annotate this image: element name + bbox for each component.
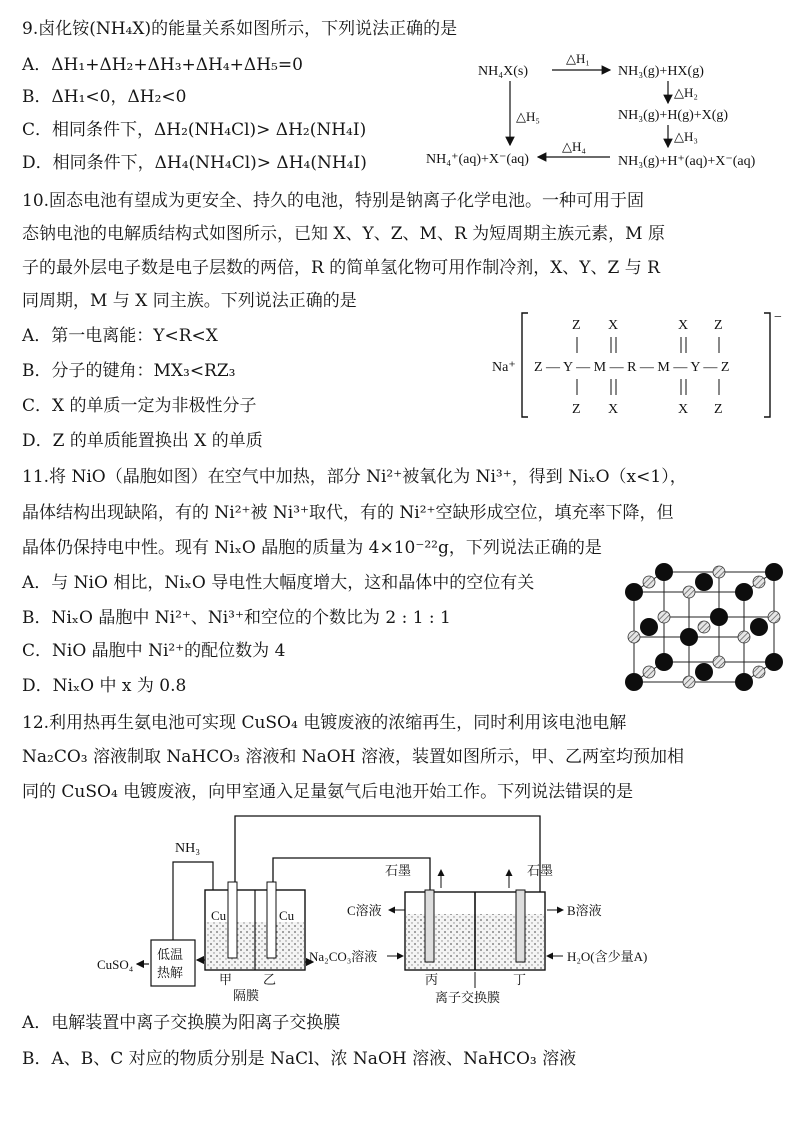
q12-option-a: A．电解装置中离子交换膜为阳离子交换膜 [22,1013,341,1033]
cu-electrode-left [228,882,237,958]
q11-option-d: D．NiₓO 中 x 为 0.8 [22,676,187,696]
q9-stem: 9.卤化铵(NH₄X)的能量关系如图所示，下列说法正确的是 [22,19,458,39]
q10-stem-line-2: 态钠电池的电解质结构式如图所示，已知 X、Y、Z、M、R 为短周期主族元素，M 原 [22,224,665,244]
dh3-label: △H₃ [674,129,698,144]
na2co3-label: Na₂CO₃溶液 [309,949,378,964]
nh3-h-x-label: NH₃(g)+H(g)+X(g) [618,108,729,123]
q11-option-b: B．NiₓO 晶胞中 Ni²⁺、Ni³⁺和空位的个数比为 2 : 1 : 1 [22,608,451,628]
cuso4-label: CuSO₄ [97,957,134,972]
h2o-label: H₂O(含少量A) [567,949,648,964]
q12-apparatus-figure [95,810,675,1010]
cu-left-label: Cu [211,908,227,923]
b-solution-label: B溶液 [567,903,602,918]
bottom-atom-2: X [608,402,619,417]
dh5-label: △H₅ [516,109,540,124]
cu-right-label: Cu [279,908,295,923]
diaphragm-label: 隔膜 [233,988,260,1003]
nh4plus-xminus-label: NH₄⁺(aq)+X⁻(aq) [426,152,529,167]
dh2-label: △H₂ [674,85,698,100]
bottom-atom-1: Z [572,402,581,417]
q11-stem-line-2: 晶体结构出现缺陷，有的 Ni²⁺被 Ni³⁺取代，有的 Ni²⁺空缺形成空位，填充率下降，但 [22,503,674,523]
dh4-label: △H₄ [562,139,586,154]
bottom-atom-4: Z [714,402,723,417]
q12-stem-line-1: 12.利用热再生氨电池可实现 CuSO₄ 电镀废液的浓缩再生，同时利用该电池电解 [22,713,627,733]
right-bracket [764,313,770,417]
dh1-label: △H₁ [566,51,590,66]
cu-electrode-right [267,882,276,958]
connecting-wire-top [235,816,540,892]
graphite-electrode-left [425,890,434,962]
q10-option-d: D．Z 的单质能置换出 X 的单质 [22,431,263,451]
q9-option-d: D．相同条件下，ΔH₄(NH₄Cl)> ΔH₄(NH₄I) [22,153,367,173]
q9-energy-diagram [420,45,780,175]
nh3-hx-label: NH₃(g)+HX(g) [618,64,704,79]
top-atom-2: X [608,318,619,333]
bing-label: 丙 [425,972,439,987]
q10-option-a: A．第一电离能：Y<R<X [22,326,218,346]
anion-charge-label: − [774,310,782,325]
pyrolysis-label-2: 热解 [157,965,184,980]
pyrolysis-label-1: 低温 [157,947,184,962]
q11-stem-line-1: 11.将 NiO（晶胞如图）在空气中加热，部分 Ni²⁺被氧化为 Ni³⁺，得到 NiₓO（x<1）， [22,467,687,487]
q11-option-a: A．与 NiO 相比，NiₓO 导电性大幅度增大，这和晶体中的空位有关 [22,573,535,593]
membrane-label: 离子交换膜 [435,990,501,1005]
q11-stem-line-3: 晶体仍保持电中性。现有 NiₓO 晶胞的质量为 4×10⁻²²g，下列说法正确的是 [22,538,602,558]
q10-stem-line-4: 同周期，M 与 X 同主族。下列说法正确的是 [22,291,357,311]
graphite-left-label: 石墨 [385,863,412,878]
yi-label: 乙 [263,972,277,987]
q9-option-b: B．ΔH₁<0，ΔH₂<0 [22,87,187,107]
q12-stem-line-2: Na₂CO₃ 溶液制取 NaHCO₃ 溶液和 NaOH 溶液，装置如图所示，甲、乙两室均预加相 [22,747,684,767]
left-bracket [522,313,528,417]
nh3-label: NH₃ [175,841,201,856]
q10-stem-line-1: 10.固态电池有望成为更安全、持久的电池，特别是钠离子化学电池。一种可用于固 [22,191,645,211]
jia-label: 甲 [219,972,233,987]
q10-structure-formula [488,305,788,425]
q12-option-b: B．A、B、C 对应的物质分别是 NaCl、浓 NaOH 溶液、NaHCO₃ 溶液 [22,1049,577,1069]
q12-stem-line-3: 同的 CuSO₄ 电镀废液，向甲室通入足量氨气后电池开始工作。下列说法错误的是 [22,782,634,802]
backbone-chain: Z — Y — M — R — M — Y — Z [534,360,730,375]
q11-option-c: C．NiO 晶胞中 Ni²⁺的配位数为 4 [22,641,286,661]
top-atom-3: X [678,318,689,333]
nio-unit-cell-figure [620,562,790,692]
sodium-cation-label: Na⁺ [492,360,516,375]
q10-option-c: C．X 的单质一定为非极性分子 [22,396,257,416]
c-solution-label: C溶液 [347,903,382,918]
ding-label: 丁 [513,972,527,987]
top-atom-1: Z [572,318,581,333]
q10-stem-line-3: 子的最外层电子数是电子层数的两倍，R 的简单氢化物可用作制冷剂，X、Y、Z 与 R [22,258,660,278]
q10-option-b: B．分子的键角：MX₃<RZ₃ [22,361,236,381]
graphite-electrode-right [516,890,525,962]
q9-option-a: A．ΔH₁+ΔH₂+ΔH₃+ΔH₄+ΔH₅=0 [22,55,303,75]
graphite-right-label: 石墨 [527,863,554,878]
nh4x-solid-label: NH₄X(s) [478,64,528,79]
q9-option-c: C．相同条件下，ΔH₂(NH₄Cl)> ΔH₂(NH₄I) [22,120,367,140]
top-atom-4: Z [714,318,723,333]
bottom-atom-3: X [678,402,689,417]
nh3-hplus-xminus-label: NH₃(g)+H⁺(aq)+X⁻(aq) [618,154,756,169]
